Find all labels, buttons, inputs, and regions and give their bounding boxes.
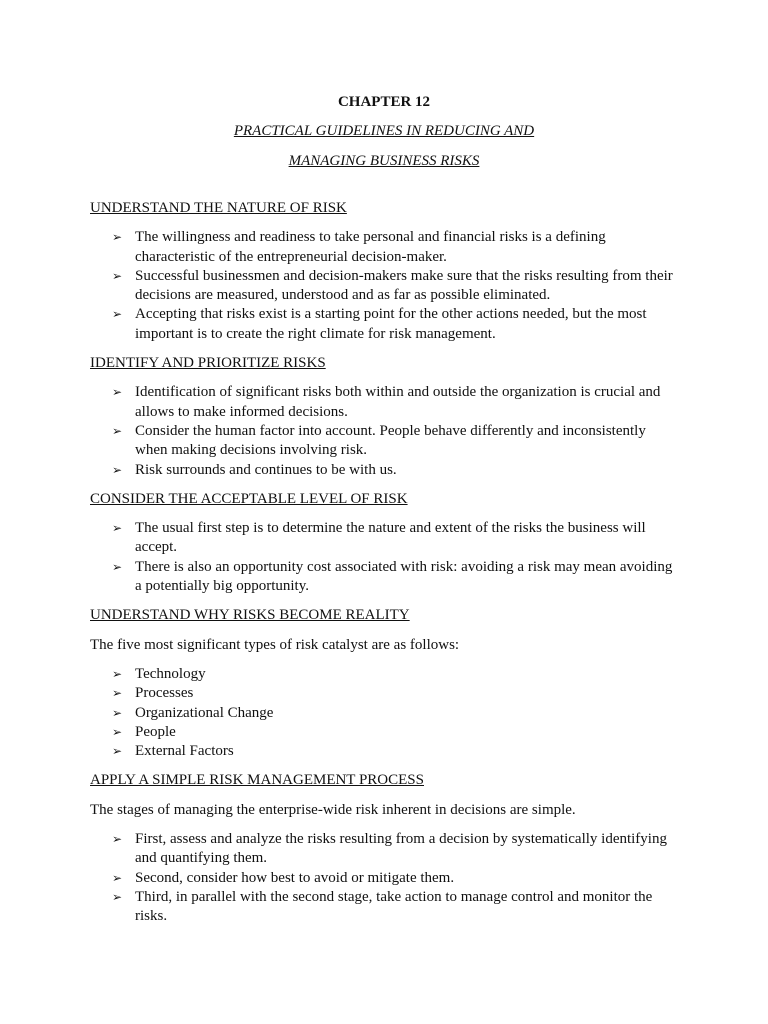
section-heading: UNDERSTAND WHY RISKS BECOME REALITY [90, 607, 410, 624]
section-intro: The stages of managing the enterprise-wide risk inherent in decisions are simple. [90, 801, 576, 818]
list-item-text: Second, consider how best to avoid or mitigate them. [135, 869, 455, 886]
arrow-bullet-icon: ➢ [112, 230, 123, 245]
list-item-text: Processes [135, 685, 194, 702]
section-intro: The five most significant types of risk catalyst are as follows: [90, 636, 460, 653]
list-item-text: Organizational Change [135, 704, 274, 721]
arrow-bullet-icon: ➢ [112, 705, 123, 720]
list-item [90, 830, 680, 869]
list-item [90, 422, 680, 461]
list-item-text: There is also an opportunity cost associated with risk: avoiding a risk may mean avoiding a potentially big opportunity. [135, 558, 673, 595]
list-item [90, 558, 680, 597]
arrow-bullet-icon: ➢ [112, 870, 123, 885]
list-item-text: Successful businessmen and decision-makers make sure that the risks resulting from their decisions are measured, understood and as far as possible eliminated. [135, 267, 673, 304]
arrow-bullet-icon: ➢ [112, 307, 123, 322]
arrow-bullet-icon: ➢ [112, 744, 123, 759]
list-item [90, 305, 680, 344]
list-item-text: Accepting that risks exist is a starting point for the other actions needed, but the most important is to create the right climate for risk management. [135, 306, 647, 342]
arrow-bullet-icon: ➢ [112, 423, 123, 438]
section-heading: APPLY A SIMPLE RISK MANAGEMENT PROCESS [90, 772, 424, 789]
list-item [90, 723, 680, 742]
section-heading: IDENTIFY AND PRIORITIZE RISKS [90, 355, 326, 372]
list-item [90, 869, 680, 888]
arrow-bullet-icon: ➢ [112, 521, 123, 536]
section-heading: UNDERSTAND THE NATURE OF RISK [90, 200, 347, 216]
list-item [90, 461, 680, 480]
list-item [90, 665, 680, 684]
document-body [90, 199, 680, 937]
list-item [90, 383, 680, 422]
arrow-bullet-icon: ➢ [112, 462, 123, 477]
section-heading: CONSIDER THE ACCEPTABLE LEVEL OF RISK [90, 490, 408, 507]
list-item-text: Technology [135, 665, 206, 682]
chapter-subtitle-line-2: MANAGING BUSINESS RISKS [288, 153, 480, 169]
bullet-list [90, 383, 680, 479]
bullet-list [90, 519, 680, 596]
list-item [90, 267, 680, 306]
list-item-text: People [135, 723, 176, 740]
arrow-bullet-icon: ➢ [112, 666, 123, 681]
list-item [90, 888, 680, 927]
bullet-list [90, 228, 680, 344]
list-item-text: First, assess and analyze the risks resulting from a decision by systematically identifying and quantifying them. [135, 831, 667, 867]
list-item [90, 704, 680, 723]
arrow-bullet-icon: ➢ [112, 559, 123, 574]
arrow-bullet-icon: ➢ [112, 832, 123, 847]
arrow-bullet-icon: ➢ [112, 268, 123, 283]
arrow-bullet-icon: ➢ [112, 724, 123, 739]
list-item-text: External Factors [135, 743, 234, 760]
list-item-text: Consider the human factor into account. People behave differently and inconsistently when making decisions involving risk. [135, 422, 646, 459]
list-item-text: The usual first step is to determine the nature and extent of the risks the business will accept. [135, 520, 646, 556]
bullet-list [90, 830, 680, 926]
list-item-text: Identification of significant risks both within and outside the organization is crucial and allows to make informed decisions. [135, 384, 661, 420]
list-item [90, 228, 680, 267]
list-item-text: Risk surrounds and continues to be with us. [135, 461, 397, 478]
chapter-title: CHAPTER 12 [337, 94, 431, 110]
list-item-text: Third, in parallel with the second stage, take action to manage control and monitor the risks. [135, 888, 653, 925]
bullet-list [90, 665, 680, 761]
arrow-bullet-icon: ➢ [112, 686, 123, 701]
list-item [90, 519, 680, 558]
arrow-bullet-icon: ➢ [112, 385, 123, 400]
list-item-text: The willingness and readiness to take personal and financial risks is a defining characteristic of the entrepreneurial decision-maker. [135, 229, 606, 265]
list-item [90, 742, 680, 761]
arrow-bullet-icon: ➢ [112, 889, 123, 904]
list-item [90, 684, 680, 703]
chapter-subtitle-line-1: PRACTICAL GUIDELINES IN REDUCING AND [233, 123, 535, 139]
